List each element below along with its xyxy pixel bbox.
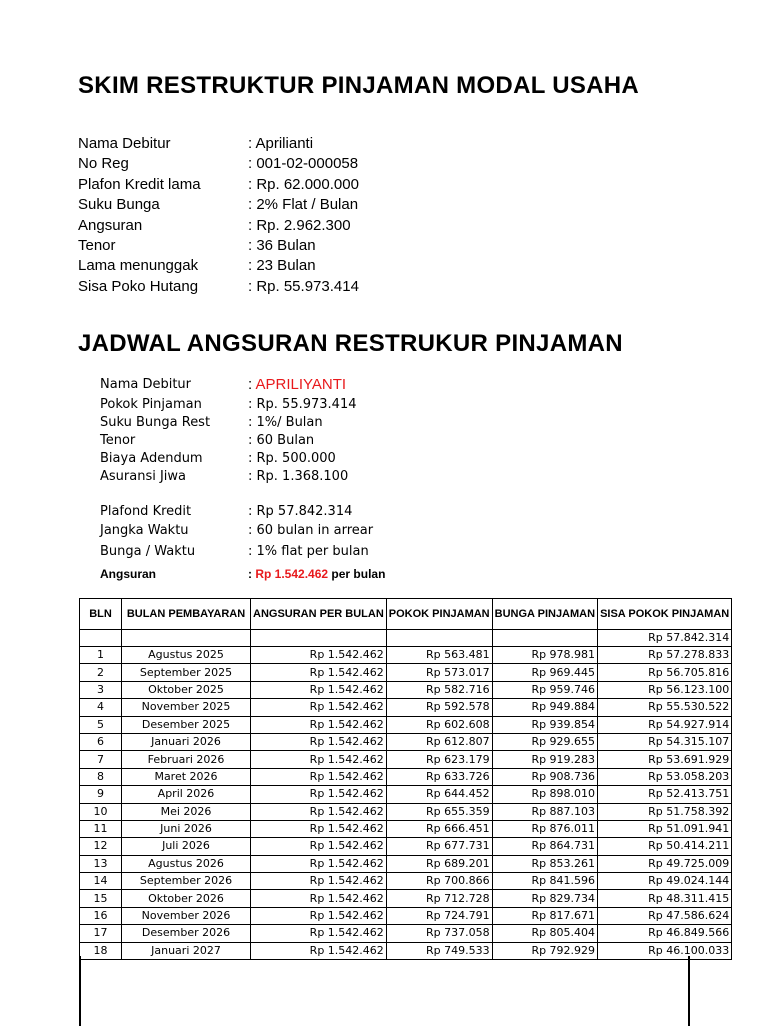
table-cell: Rp 887.103: [492, 803, 597, 820]
opening-cell-bulan: [122, 630, 251, 647]
plafond-label: Plafond Kredit: [100, 504, 192, 519]
table-cell: Rp 655.359: [386, 803, 492, 820]
table-cell: 10: [80, 803, 122, 820]
table-cell: Rp 969.445: [492, 664, 597, 681]
table-cell: Rp 1.542.462: [251, 820, 387, 837]
debtor-info-value: : Rp. 62.000.000: [248, 175, 359, 193]
debtor-info-value: : 2% Flat / Bulan: [248, 196, 359, 214]
table-cell: 17: [80, 925, 122, 942]
table-cell: Rp 46.100.033: [598, 942, 732, 959]
table-cell: Rp 46.849.566: [598, 925, 732, 942]
table-cell: Rp 50.414.211: [598, 838, 732, 855]
table-cell: Rp 1.542.462: [251, 768, 387, 785]
table-cell: Rp 54.315.107: [598, 733, 732, 750]
restructure-info-label: Suku Bunga Rest: [100, 415, 211, 430]
column-header: POKOK PINJAMAN: [386, 599, 492, 630]
debtor-info-label: Sisa Poko Hutang: [78, 277, 199, 295]
table-cell: Rp 677.731: [386, 838, 492, 855]
table-cell: Rp 712.728: [386, 890, 492, 907]
schedule-header-row: [80, 599, 732, 630]
table-cell: Rp 898.010: [492, 786, 597, 803]
table-cell: Rp 623.179: [386, 751, 492, 768]
restructure-info-value: : 60 Bulan: [248, 433, 315, 448]
table-cell: Rp 1.542.462: [251, 733, 387, 750]
opening-balance-cell: Rp 57.842.314: [598, 630, 732, 647]
table-cell: Rp 53.058.203: [598, 768, 732, 785]
table-cell: Rp 919.283: [492, 751, 597, 768]
table-cell: Rp 51.758.392: [598, 803, 732, 820]
table-continuation-frame: [79, 956, 690, 1026]
table-cell: Rp 1.542.462: [251, 838, 387, 855]
table-cell: Desember 2026: [122, 925, 251, 942]
table-cell: 18: [80, 942, 122, 959]
table-row: [80, 925, 732, 942]
table-cell: 1: [80, 647, 122, 664]
table-cell: Rp 51.091.941: [598, 820, 732, 837]
table-cell: Rp 573.017: [386, 664, 492, 681]
table-cell: Oktober 2025: [122, 681, 251, 698]
table-cell: Rp 1.542.462: [251, 647, 387, 664]
table-cell: Rp 1.542.462: [251, 890, 387, 907]
table-cell: Rp 1.542.462: [251, 873, 387, 890]
table-cell: 5: [80, 716, 122, 733]
nama-debitur-value: [248, 376, 346, 394]
opening-cell-bln: [80, 630, 122, 647]
table-cell: Rp 689.201: [386, 855, 492, 872]
table-cell: Februari 2026: [122, 751, 251, 768]
nama-debitur-label: Nama Debitur: [100, 377, 192, 392]
debtor-info-value: : Rp. 55.973.414: [248, 277, 359, 295]
table-row: [80, 664, 732, 681]
table-row: [80, 647, 732, 664]
table-cell: Rp 978.981: [492, 647, 597, 664]
column-header: BLN: [80, 599, 122, 630]
table-cell: Rp 853.261: [492, 855, 597, 872]
debtor-info-label: Lama menunggak: [78, 257, 199, 275]
table-cell: April 2026: [122, 786, 251, 803]
table-cell: Rp 1.542.462: [251, 855, 387, 872]
debtor-info-value: : 23 Bulan: [248, 257, 316, 275]
table-cell: Rp 56.123.100: [598, 681, 732, 698]
table-cell: 15: [80, 890, 122, 907]
table-row: [80, 838, 732, 855]
table-cell: Rp 700.866: [386, 873, 492, 890]
table-cell: Rp 49.725.009: [598, 855, 732, 872]
opening-cell-angsuran: [251, 630, 387, 647]
table-cell: Desember 2025: [122, 716, 251, 733]
table-cell: Rp 1.542.462: [251, 716, 387, 733]
table-cell: Rp 805.404: [492, 925, 597, 942]
table-cell: 6: [80, 733, 122, 750]
table-cell: Rp 1.542.462: [251, 699, 387, 716]
table-row: [80, 855, 732, 872]
table-cell: Rp 959.746: [492, 681, 597, 698]
table-cell: Rp 1.542.462: [251, 751, 387, 768]
table-cell: Agustus 2025: [122, 647, 251, 664]
table-cell: 9: [80, 786, 122, 803]
bunga-value: : 1% flat per bulan: [248, 544, 369, 559]
angsuran-colon: :: [248, 567, 252, 581]
table-cell: Juli 2026: [122, 838, 251, 855]
table-cell: Juni 2026: [122, 820, 251, 837]
table-cell: Rp 737.058: [386, 925, 492, 942]
debtor-info-value: : 001-02-000058: [248, 155, 359, 173]
table-cell: Maret 2026: [122, 768, 251, 785]
table-row: [80, 803, 732, 820]
jangka-label: Jangka Waktu: [100, 523, 189, 538]
table-row: [80, 768, 732, 785]
table-cell: 7: [80, 751, 122, 768]
table-cell: Rp 49.024.144: [598, 873, 732, 890]
table-cell: Rp 55.530.522: [598, 699, 732, 716]
table-cell: Rp 1.542.462: [251, 907, 387, 924]
table-cell: Agustus 2026: [122, 855, 251, 872]
table-cell: Rp 939.854: [492, 716, 597, 733]
angsuran-value: [248, 565, 385, 583]
table-cell: Rp 666.451: [386, 820, 492, 837]
table-cell: Rp 644.452: [386, 786, 492, 803]
table-row: [80, 786, 732, 803]
table-cell: 4: [80, 699, 122, 716]
table-cell: Rp 1.542.462: [251, 664, 387, 681]
table-cell: Rp 949.884: [492, 699, 597, 716]
table-row: [80, 716, 732, 733]
table-cell: Rp 54.927.914: [598, 716, 732, 733]
table-cell: Rp 582.716: [386, 681, 492, 698]
table-cell: Rp 612.807: [386, 733, 492, 750]
table-cell: 3: [80, 681, 122, 698]
table-cell: Rp 1.542.462: [251, 786, 387, 803]
plafond-value: : Rp 57.842.314: [248, 504, 353, 519]
table-cell: Rp 876.011: [492, 820, 597, 837]
table-cell: November 2025: [122, 699, 251, 716]
table-cell: September 2025: [122, 664, 251, 681]
table-cell: September 2026: [122, 873, 251, 890]
debtor-info-value: : Rp. 2.962.300: [248, 216, 351, 234]
table-cell: Rp 53.691.929: [598, 751, 732, 768]
table-cell: Rp 52.413.751: [598, 786, 732, 803]
table-row: [80, 820, 732, 837]
angsuran-suffix: per bulan: [331, 567, 386, 581]
table-cell: Rp 1.542.462: [251, 681, 387, 698]
table-row: [80, 681, 732, 698]
table-cell: Rp 841.596: [492, 873, 597, 890]
table-cell: Rp 724.791: [386, 907, 492, 924]
column-header: ANGSURAN PER BULAN: [251, 599, 387, 630]
debtor-info-label: Tenor: [78, 236, 116, 254]
table-cell: Januari 2026: [122, 733, 251, 750]
column-header: SISA POKOK PINJAMAN: [598, 599, 732, 630]
table-row: [80, 751, 732, 768]
table-row: [80, 907, 732, 924]
restructure-info-value: : Rp. 500.000: [248, 451, 336, 466]
table-cell: Rp 929.655: [492, 733, 597, 750]
table-cell: Oktober 2026: [122, 890, 251, 907]
table-cell: Rp 563.481: [386, 647, 492, 664]
table-cell: 13: [80, 855, 122, 872]
table-cell: 16: [80, 907, 122, 924]
debtor-info-label: Suku Bunga: [78, 196, 160, 214]
table-cell: 14: [80, 873, 122, 890]
page-title: SKIM RESTRUKTUR PINJAMAN MODAL USAHA: [78, 72, 640, 99]
table-cell: Rp 864.731: [492, 838, 597, 855]
restructure-info-label: Biaya Adendum: [100, 451, 203, 466]
table-cell: Rp 592.578: [386, 699, 492, 716]
table-cell: Rp 1.542.462: [251, 925, 387, 942]
table-cell: Rp 1.542.462: [251, 803, 387, 820]
table-row: [80, 733, 732, 750]
debtor-info-label: Angsuran: [78, 216, 143, 234]
restructure-info-value: : 1%/ Bulan: [248, 415, 323, 430]
table-cell: Rp 602.608: [386, 716, 492, 733]
schedule-title: JADWAL ANGSURAN RESTRUKUR PINJAMAN: [78, 330, 623, 357]
column-header: BUNGA PINJAMAN: [492, 599, 597, 630]
table-row: [80, 890, 732, 907]
table-cell: Mei 2026: [122, 803, 251, 820]
debtor-info-value: : 36 Bulan: [248, 236, 316, 254]
restructure-info-label: Tenor: [100, 433, 136, 448]
opening-cell-pokok: [386, 630, 492, 647]
table-cell: 11: [80, 820, 122, 837]
nama-colon: :: [248, 376, 253, 393]
restructure-info-label: Asuransi Jiwa: [100, 469, 187, 484]
table-cell: Rp 48.311.415: [598, 890, 732, 907]
debtor-info-label: Plafon Kredit lama: [78, 175, 201, 193]
debtor-info-label: No Reg: [78, 155, 129, 173]
table-cell: 8: [80, 768, 122, 785]
table-cell: Rp 908.736: [492, 768, 597, 785]
debtor-info-value: : Aprilianti: [248, 135, 314, 152]
opening-cell-bunga: [492, 630, 597, 647]
table-cell: 2: [80, 664, 122, 681]
opening-balance-row: [80, 630, 732, 647]
table-cell: Rp 749.533: [386, 942, 492, 959]
table-cell: 12: [80, 838, 122, 855]
table-cell: Rp 633.726: [386, 768, 492, 785]
table-row: [80, 699, 732, 716]
table-cell: Rp 817.671: [492, 907, 597, 924]
restructure-info-value: : Rp. 55.973.414: [248, 397, 357, 412]
angsuran-label: Angsuran: [100, 567, 157, 581]
table-cell: Rp 57.278.833: [598, 647, 732, 664]
nama-debitur-name: APRILIYANTI: [255, 376, 347, 393]
table-cell: Rp 792.929: [492, 942, 597, 959]
bunga-label: Bunga / Waktu: [100, 544, 196, 559]
debtor-info-label: Nama Debitur: [78, 135, 171, 152]
table-cell: Rp 56.705.816: [598, 664, 732, 681]
restructure-info-label: Pokok Pinjaman: [100, 397, 202, 412]
restructure-info-value: : Rp. 1.368.100: [248, 469, 349, 484]
schedule-table: [79, 598, 732, 960]
column-header: BULAN PEMBAYARAN: [122, 599, 251, 630]
table-cell: November 2026: [122, 907, 251, 924]
table-cell: Rp 1.542.462: [251, 942, 387, 959]
table-row: [80, 873, 732, 890]
table-cell: Januari 2027: [122, 942, 251, 959]
angsuran-amount: Rp 1.542.462: [255, 567, 329, 581]
jangka-value: : 60 bulan in arrear: [248, 523, 374, 538]
table-cell: Rp 829.734: [492, 890, 597, 907]
table-cell: Rp 47.586.624: [598, 907, 732, 924]
